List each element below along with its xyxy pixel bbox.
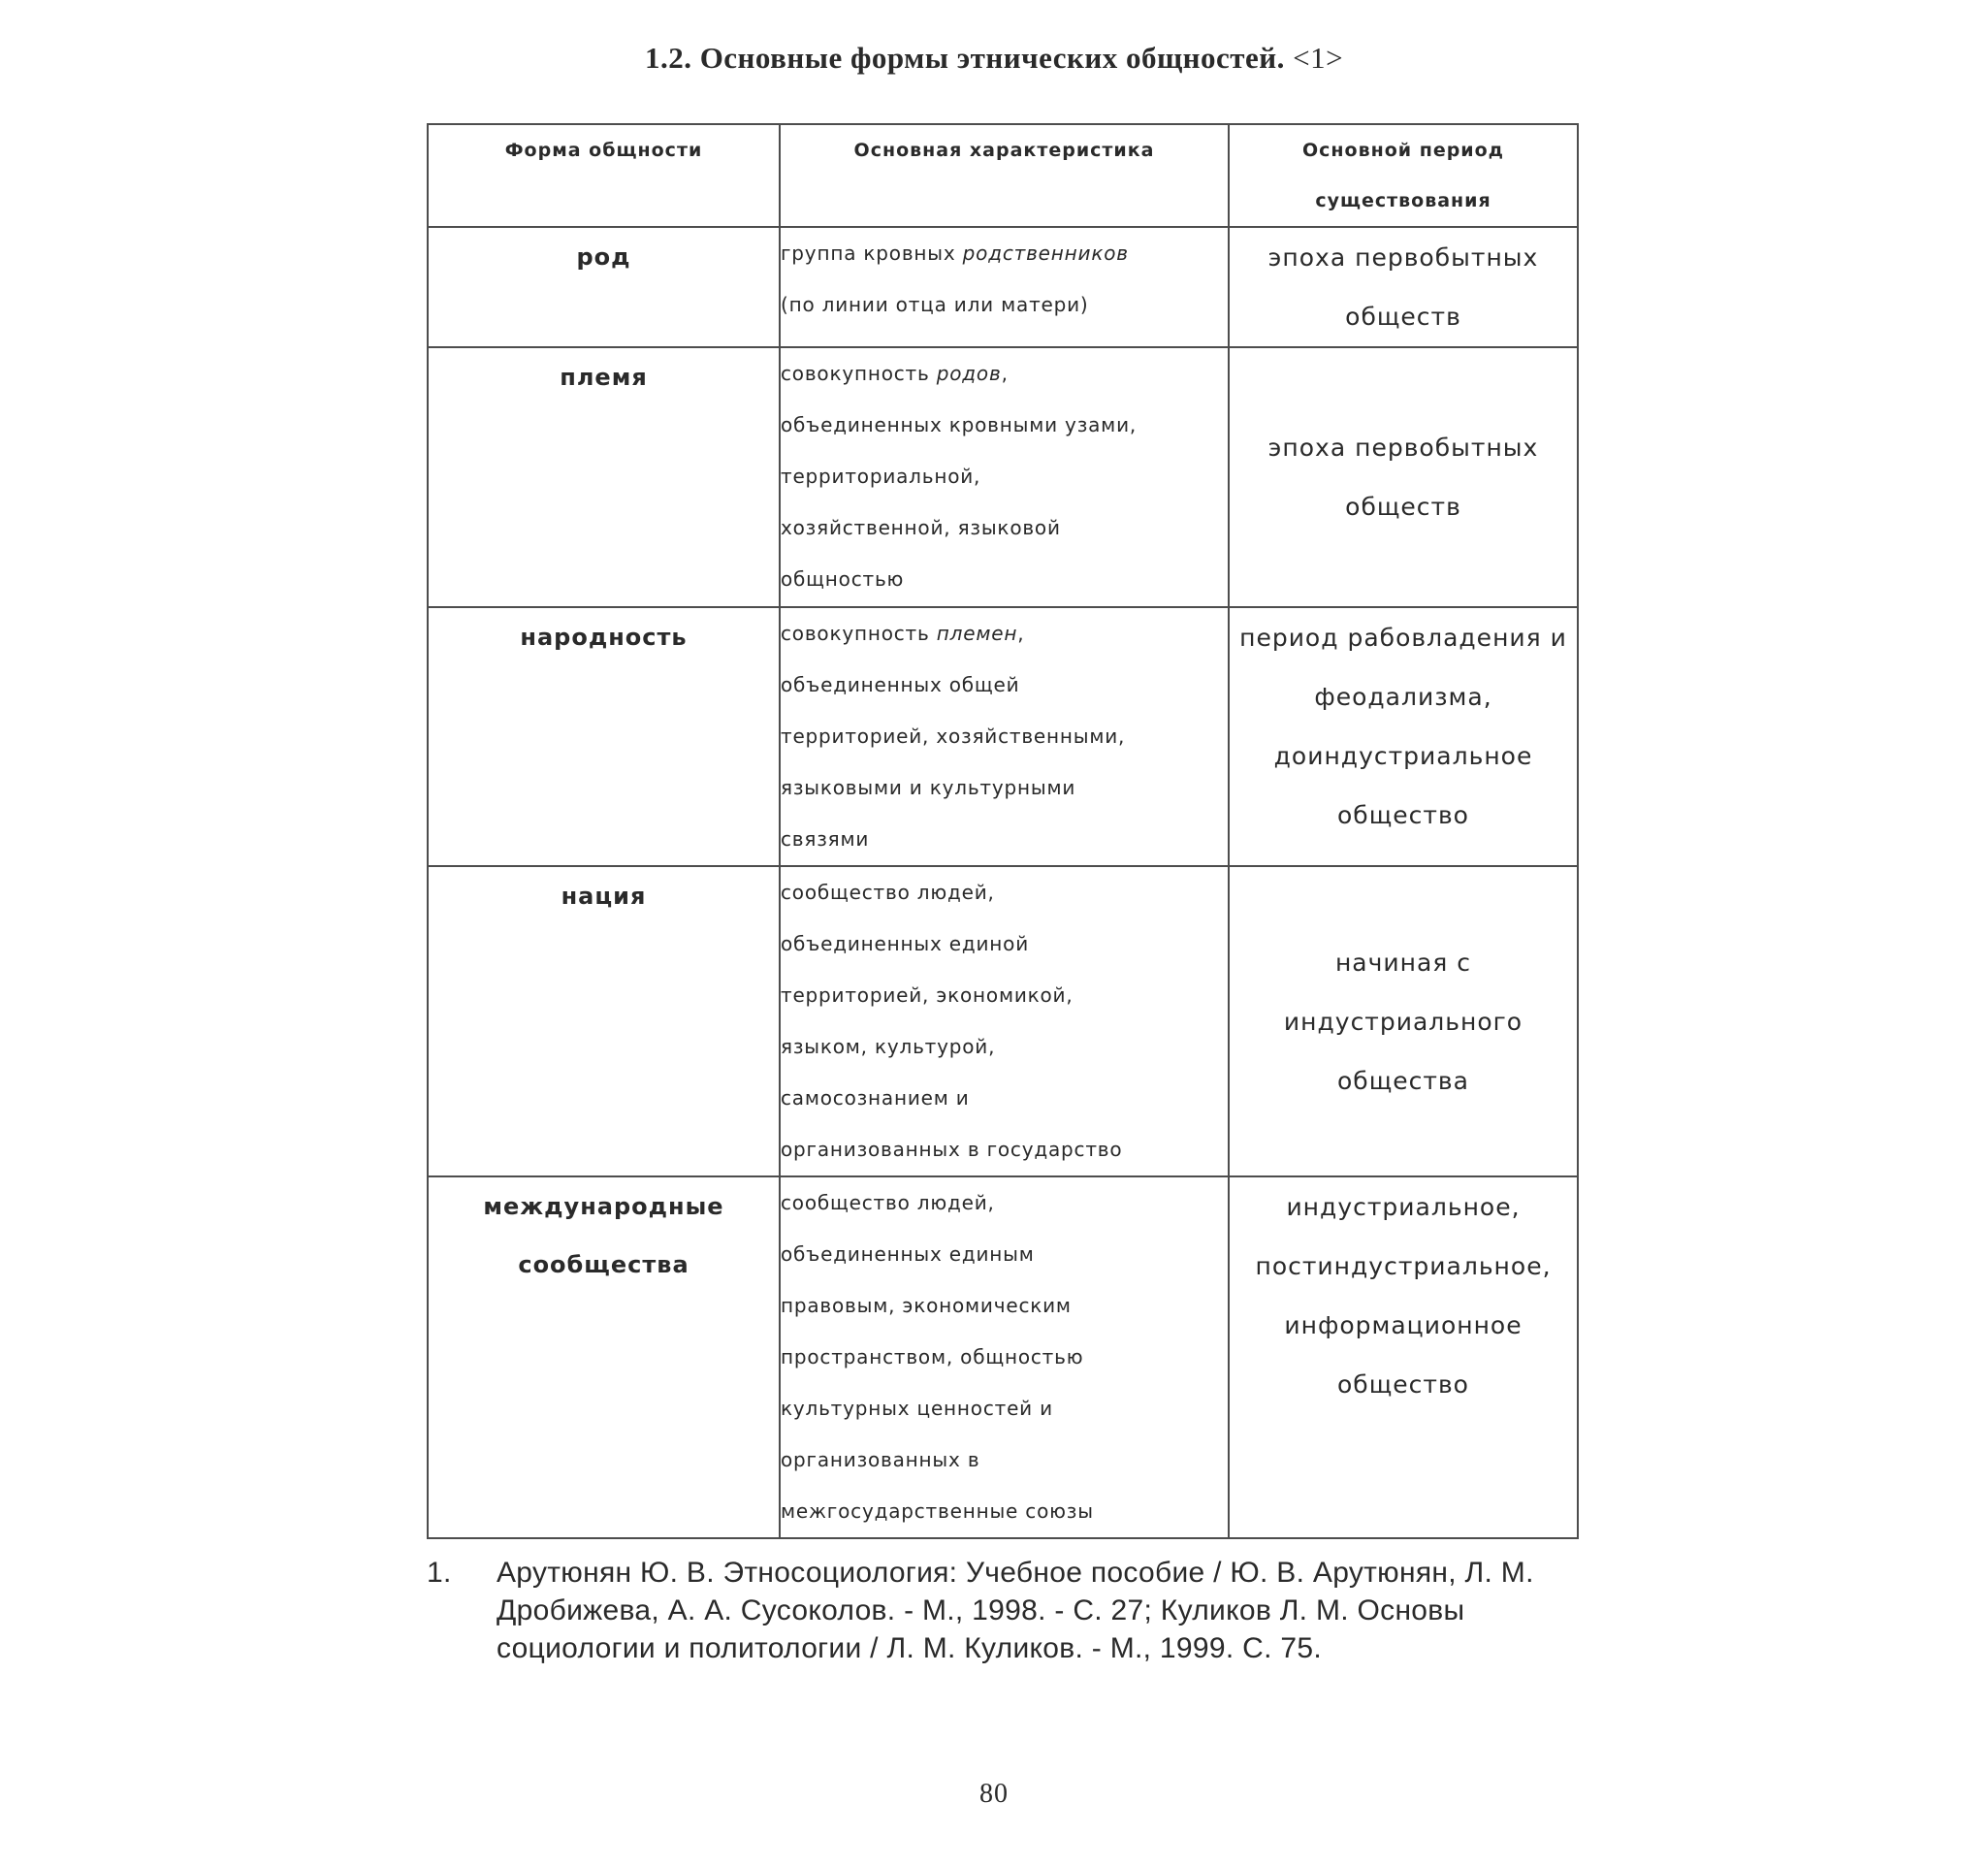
header-form: Форма общности (428, 124, 780, 227)
characteristic-line (781, 1229, 1228, 1280)
characteristic-text: правовым, экономическим (781, 1294, 1072, 1317)
characteristic-line (781, 400, 1228, 451)
characteristic-line (781, 762, 1228, 814)
cell-form: племя (428, 347, 780, 607)
ethnic-forms-table (427, 123, 1579, 1539)
characteristic-text: , (1001, 362, 1009, 385)
characteristic-line (781, 1021, 1228, 1073)
characteristic-line (781, 1434, 1228, 1486)
cell-characteristic (780, 607, 1229, 866)
characteristic-text: территорией, хозяйственными, (781, 724, 1126, 748)
characteristic-text: группа кровных (781, 241, 963, 265)
cell-form: народность (428, 607, 780, 866)
characteristic-line (781, 867, 1228, 918)
characteristic-line (781, 918, 1228, 970)
characteristic-emphasis: родственников (962, 241, 1129, 265)
cell-form: международные сообщества (428, 1176, 780, 1538)
cell-characteristic (780, 866, 1229, 1176)
table-row (428, 1176, 1578, 1538)
characteristic-text: организованных в (781, 1448, 980, 1471)
characteristic-text: сообщество людей, (781, 881, 995, 904)
characteristic-line (781, 1177, 1228, 1229)
page-number: 80 (979, 1779, 1009, 1809)
cell-characteristic (780, 347, 1229, 607)
characteristic-text: сообщество людей, (781, 1191, 995, 1214)
footnote-mark: 1. (427, 1557, 452, 1589)
characteristic-line (781, 660, 1228, 711)
characteristic-line (781, 451, 1228, 502)
characteristic-text: территориальной, (781, 465, 981, 488)
characteristic-line (781, 554, 1228, 605)
cell-period: эпоха первобытных обществ (1229, 227, 1578, 347)
characteristic-text: языковыми и культурными (781, 776, 1076, 799)
characteristic-line (781, 502, 1228, 554)
cell-form: род (428, 227, 780, 347)
table-row (428, 347, 1578, 607)
cell-period: индустриальное, постиндустриальное, информационное общество (1229, 1176, 1578, 1538)
characteristic-line (781, 1383, 1228, 1434)
characteristic-text: хозяйственной, языковой (781, 516, 1061, 539)
characteristic-text: общностью (781, 567, 905, 591)
characteristic-line (781, 1280, 1228, 1332)
characteristic-text: совокупность (781, 622, 937, 645)
characteristic-text: объединенных кровными узами, (781, 413, 1138, 436)
characteristic-text: объединенных общей (781, 673, 1020, 696)
footnote-text: Арутюнян Ю. В. Этносоциология: Учебное пособие / Ю. В. Арутюнян, Л. М. Дробижева, А. А. Сусоколов. - М., 1998. - С. 27; Куликов Л. М. Основы социологии и политологии / Л. М. Куликов. - М., 1999. С. 75. (497, 1557, 1534, 1664)
characteristic-text: связями (781, 827, 870, 851)
table-row (428, 227, 1578, 347)
characteristic-text: объединенных единым (781, 1242, 1035, 1266)
table-row (428, 607, 1578, 866)
characteristic-line (781, 711, 1228, 762)
characteristic-text: культурных ценностей и (781, 1397, 1053, 1420)
characteristic-line (781, 608, 1228, 660)
characteristic-line (781, 348, 1228, 400)
characteristic-line (781, 970, 1228, 1021)
characteristic-emphasis: племен (936, 622, 1018, 645)
cell-characteristic (780, 227, 1229, 347)
characteristic-emphasis: родов (936, 362, 1002, 385)
cell-period: начиная с индустриального общества (1229, 866, 1578, 1176)
characteristic-line (781, 1124, 1228, 1175)
title-text: 1.2. Основные формы этнических общностей. (644, 41, 1285, 75)
characteristic-line (781, 814, 1228, 865)
characteristic-text: межгосударственные союзы (781, 1499, 1094, 1523)
title-footnote-ref: <1> (1293, 41, 1344, 75)
characteristic-text: территорией, экономикой, (781, 983, 1074, 1007)
cell-period: эпоха первобытных обществ (1229, 347, 1578, 607)
characteristic-line (781, 228, 1228, 279)
table-header-row (428, 124, 1578, 227)
characteristic-text: , (1017, 622, 1025, 645)
characteristic-text: пространством, общностью (781, 1345, 1084, 1368)
table-row (428, 866, 1578, 1176)
characteristic-text: языком, культурой, (781, 1035, 996, 1058)
characteristic-line (781, 1332, 1228, 1383)
characteristic-text: (по линии отца или матери) (781, 293, 1089, 316)
characteristic-text: совокупность (781, 362, 937, 385)
header-characteristic: Основная характеристика (780, 124, 1229, 227)
characteristic-line (781, 279, 1228, 331)
header-period: Основной период существования (1229, 124, 1578, 227)
cell-form: нация (428, 866, 780, 1176)
characteristic-text: самосознанием и (781, 1086, 970, 1110)
characteristic-text: организованных в государство (781, 1138, 1123, 1161)
footnote (427, 1554, 1581, 1667)
characteristic-line (781, 1073, 1228, 1124)
characteristic-text: объединенных единой (781, 932, 1029, 955)
cell-characteristic (780, 1176, 1229, 1538)
page-title (0, 41, 1988, 76)
cell-period: период рабовладения и феодализма, доиндустриальное общество (1229, 607, 1578, 866)
characteristic-line (781, 1486, 1228, 1537)
